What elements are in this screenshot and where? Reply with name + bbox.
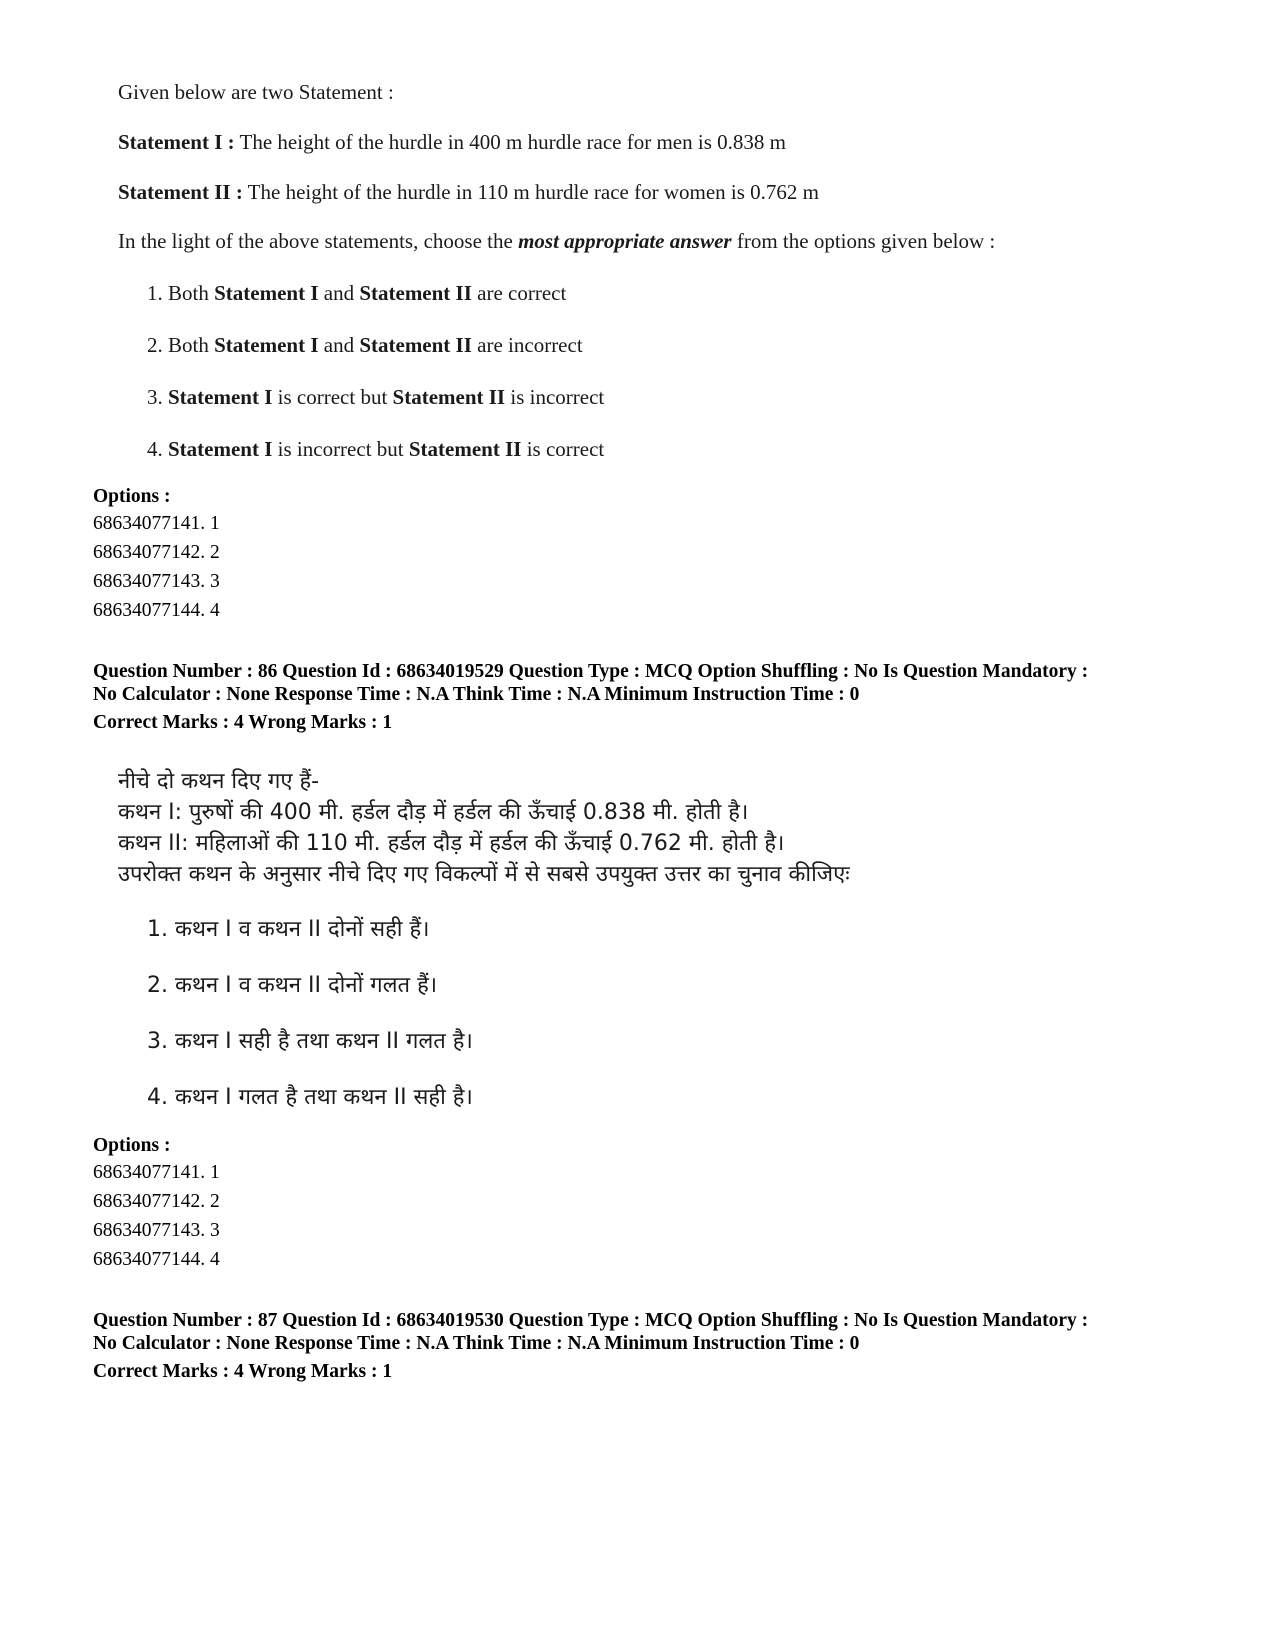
q85-choice-4 [147, 437, 604, 462]
q85-statement-2-text: The height of the hurdle in 110 m hurdle race for women is 0.762 m [242, 180, 820, 204]
option-item: 68634077142. 2 [93, 542, 220, 563]
q87-marks: Correct Marks : 4 Wrong Marks : 1 [93, 1361, 393, 1382]
q86-options-list [93, 1158, 220, 1274]
q85-choice-1 [147, 281, 566, 306]
choice-num: 1. Both [147, 281, 215, 305]
choice-num: 2. Both [147, 333, 215, 357]
choice-statement-i: Statement I [214, 281, 319, 305]
q85-statement-2-label: Statement II : [118, 180, 243, 204]
q86-hindi-line-2: कथन I: पुरुषों की 400 मी. हर्डल दौड़ में हर्डल की ऊँचाई 0.838 मी. होती है। [118, 800, 749, 825]
q87-meta-line-2: No Calculator : None Response Time : N.A Think Time : N.A Minimum Instruction Time : 0 [93, 1333, 860, 1354]
q86-hindi-line-1: नीचे दो कथन दिए गए हैं- [118, 769, 320, 794]
q86-hindi-line-3: कथन II: महिलाओं की 110 मी. हर्डल दौड़ में हर्डल की ऊँचाई 0.762 मी. होती है। [118, 831, 785, 856]
q85-choice-2 [147, 333, 583, 358]
q85-instruction-post: from the options given below : [731, 229, 996, 253]
q87-meta [93, 1309, 1088, 1355]
q85-instruction-emphasis: most appropriate answer [518, 229, 732, 253]
choice-mid: is incorrect but [272, 437, 409, 461]
choice-end: are correct [471, 281, 567, 305]
option-item: 68634077143. 3 [93, 571, 220, 592]
option-item: 68634077144. 4 [93, 1249, 220, 1270]
q86-options-label: Options : [93, 1135, 171, 1156]
q86-hindi-choice-3: 3. कथन I सही है तथा कथन II गलत है। [147, 1029, 473, 1054]
option-item: 68634077144. 4 [93, 600, 220, 621]
q85-statement-2 [118, 180, 819, 205]
choice-end: is incorrect [505, 385, 605, 409]
choice-num: 3. [147, 385, 168, 409]
q85-options-list [93, 509, 220, 625]
choice-statement-ii: Statement II [359, 333, 472, 357]
choice-end: is correct [521, 437, 605, 461]
choice-statement-i: Statement I [214, 333, 319, 357]
q86-meta-line-1: Question Number : 86 Question Id : 68634019529 Question Type : MCQ Option Shuffling : No Is Question Mandatory : [93, 661, 1089, 682]
choice-mid: is correct but [272, 385, 393, 409]
q86-hindi-choice-4: 4. कथन I गलत है तथा कथन II सही है। [147, 1085, 473, 1110]
choice-statement-ii: Statement II [392, 385, 506, 409]
q86-hindi-choice-1: 1. कथन I व कथन II दोनों सही हैं। [147, 917, 430, 942]
q85-options-label: Options : [93, 486, 171, 507]
q85-statement-1-label: Statement I : [118, 130, 235, 154]
q86-meta-line-2: No Calculator : None Response Time : N.A Think Time : N.A Minimum Instruction Time : 0 [93, 684, 860, 705]
q85-instruction-pre: In the light of the above statements, choose the [118, 229, 519, 253]
q86-meta [93, 660, 1088, 706]
choice-statement-ii: Statement II [359, 281, 472, 305]
option-item: 68634077143. 3 [93, 1220, 220, 1241]
choice-statement-i: Statement I [168, 437, 273, 461]
q85-choice-3 [147, 385, 604, 410]
option-item: 68634077141. 1 [93, 513, 220, 534]
choice-statement-i: Statement I [168, 385, 273, 409]
q85-statement-1-text: The height of the hurdle in 400 m hurdle race for men is 0.838 m [234, 130, 786, 154]
q86-hindi-line-4: उपरोक्त कथन के अनुसार नीचे दिए गए विकल्पों में से सबसे उपयुक्त उत्तर का चुनाव कीजिएः [118, 862, 850, 887]
q87-meta-line-1: Question Number : 87 Question Id : 68634019530 Question Type : MCQ Option Shuffling : No Is Question Mandatory : [93, 1310, 1089, 1331]
option-item: 68634077142. 2 [93, 1191, 220, 1212]
q86-marks: Correct Marks : 4 Wrong Marks : 1 [93, 712, 393, 733]
choice-end: are incorrect [471, 333, 583, 357]
choice-mid: and [318, 333, 360, 357]
choice-mid: and [318, 281, 360, 305]
q85-instruction [118, 229, 995, 254]
choice-num: 4. [147, 437, 168, 461]
option-item: 68634077141. 1 [93, 1162, 220, 1183]
q85-statement-1 [118, 130, 786, 155]
choice-statement-ii: Statement II [408, 437, 522, 461]
q86-hindi-choice-2: 2. कथन I व कथन II दोनों गलत हैं। [147, 973, 438, 998]
q85-intro: Given below are two Statement : [118, 80, 394, 104]
